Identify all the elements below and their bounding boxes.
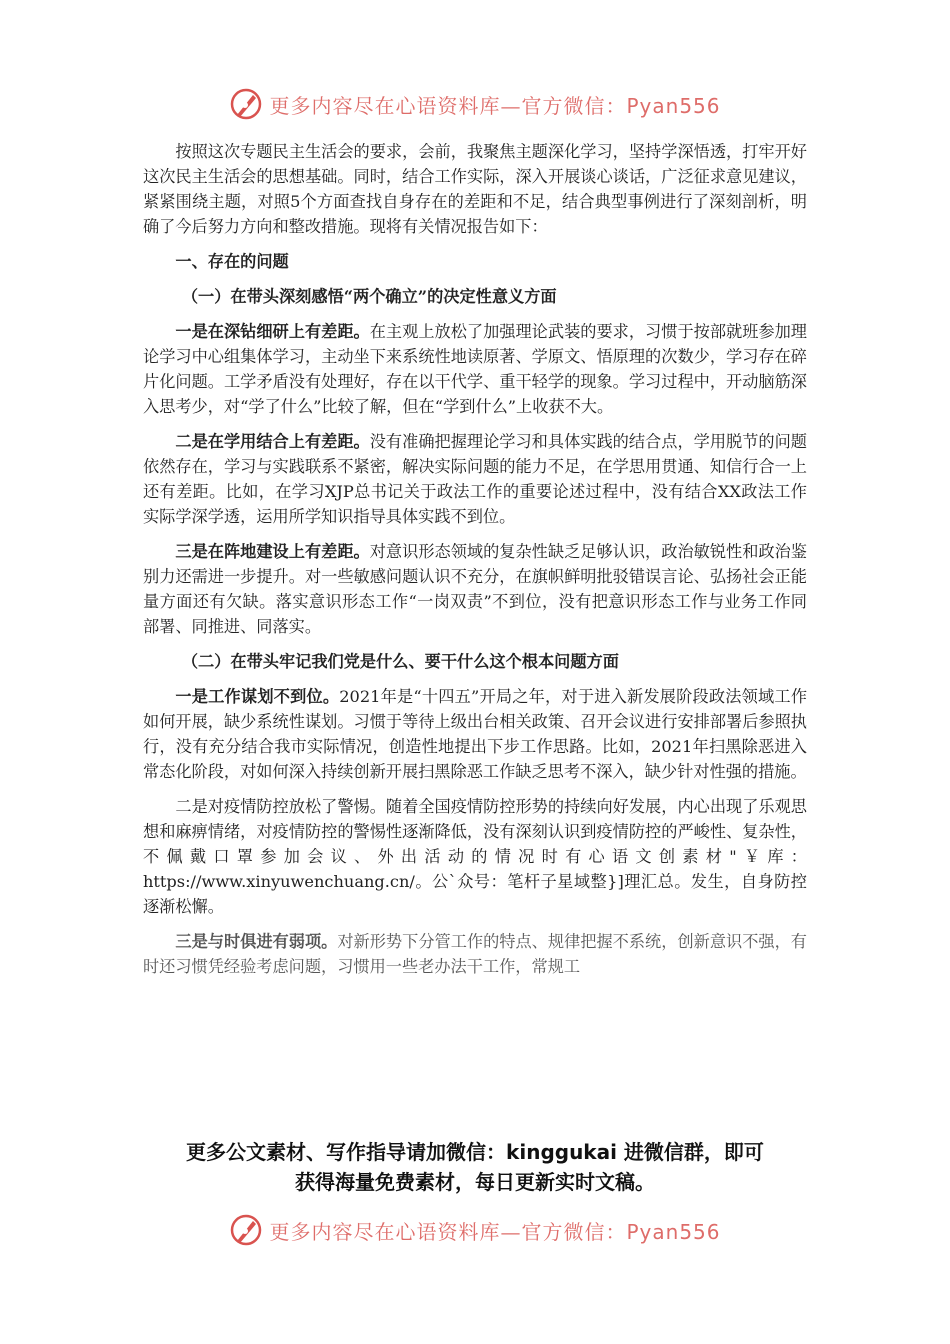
- paragraph-4: 一是工作谋划不到位。2021年是“十四五”开局之年，对于进入新发展阶段政法领域工作如何开展，缺少系统性谋划。习惯于等待上级出台相关政策、召开会议进行安排部署后参照执行，没有充分结合我市实际情况，创造性地提出下步工作思路。比如，2021年扫黑除恶进入常态化阶段，对如何深入持续创新开展扫黑除恶工作缺乏思考不深入，缺少针对性强的措施。: [143, 687, 808, 781]
- section-heading: 一、存在的问题: [175, 252, 289, 271]
- banner-text: 更多内容尽在心语资料库—官方微信：Pyan556: [269, 1219, 721, 1244]
- paragraph-2: 二是在学用结合上有差距。没有准确把握理论学习和具体实践的结合点，学用脱节的问题依然存在，学习与实践联系不紧密，解决实际问题的能力不足，在学思用贯通、知信行合一上还有差距。比如，在学习XJP总书记关于政法工作的重要论述过程中，没有结合XX政法工作实际学深学透，运用所学知识指导具体实践不到位。: [143, 432, 807, 526]
- banner-text: 更多内容尽在心语资料库—官方微信：Pyan556: [269, 93, 721, 118]
- footer-watermark-banner: [0, 1210, 950, 1250]
- promo-line-1: 更多公文素材、写作指导请加微信：kinggukai 进微信群，即可: [186, 1140, 764, 1164]
- subsection-heading-2: （二）在带头牢记我们党是什么、要干什么这个根本问题方面: [181, 652, 619, 671]
- paragraph-5: 二是对疫情防控放松了警惕。随着全国疫情防控形势的持续向好发展，内心出现了乐观思想和麻痹情绪，对疫情防控的警惕性逐渐降低，没有深刻认识到疫情防控的严峻性、复杂性，不佩戴口罩参加会议、外出活动的情况时有心语文创素材"￥库：https://www.xinyuwenchuang.cn/。公`众号：笔杆子星域整}]理汇总。发生，自身防控逐渐松懈。: [143, 797, 807, 916]
- subsection-heading-1: （一）在带头深刻感悟“两个确立”的决定性意义方面: [181, 287, 557, 306]
- intro-paragraph: 按照这次专题民主生活会的要求，会前，我聚焦主题深化学习，坚持学深悟透，打牢开好这次民主生活会的思想基础。同时，结合工作实际，深入开展谈心谈话，广泛征求意见建议，紧紧围绕主题，对照5个方面查找自身存在的差距和不足，结合典型事例进行了深刻剖析，明确了今后努力方向和整改措施。现将有关情况报告如下：: [143, 142, 807, 236]
- promo-text: [0, 1137, 950, 1197]
- pen-logo-icon: [229, 87, 263, 121]
- paragraph-6: 三是与时俱进有弱项。对新形势下分管工作的特点、规律把握不系统，创新意识不强，有时还习惯凭经验考虑问题，习惯用一些老办法干工作，常规工: [143, 932, 807, 976]
- promo-line-2: 获得海量免费素材，每日更新实时文稿。: [295, 1170, 655, 1194]
- pen-logo-icon: [229, 1213, 263, 1247]
- paragraph-1: 一是在深钻细研上有差距。在主观上放松了加强理论武装的要求，习惯于按部就班参加理论学习中心组集体学习，主动坐下来系统性地读原著、学原文、悟原理的次数少，学习存在碎片化问题。工学矛盾没有处理好，存在以干代学、重干轻学的现象。学习过程中，开动脑筋深入思考少，对“学了什么”比较了解，但在“学到什么”上收获不大。: [143, 322, 807, 416]
- document-body: [143, 139, 807, 989]
- paragraph-3: 三是在阵地建设上有差距。对意识形态领域的复杂性缺乏足够认识，政治敏锐性和政治鉴别力还需进一步提升。对一些敏感问题认识不充分，在旗帜鲜明批驳错误言论、弘扬社会正能量方面还有欠缺。落实意识形态工作“一岗双责”不到位，没有把意识形态工作与业务工作同部署、同推进、同落实。: [143, 542, 807, 636]
- header-watermark-banner: [0, 84, 950, 124]
